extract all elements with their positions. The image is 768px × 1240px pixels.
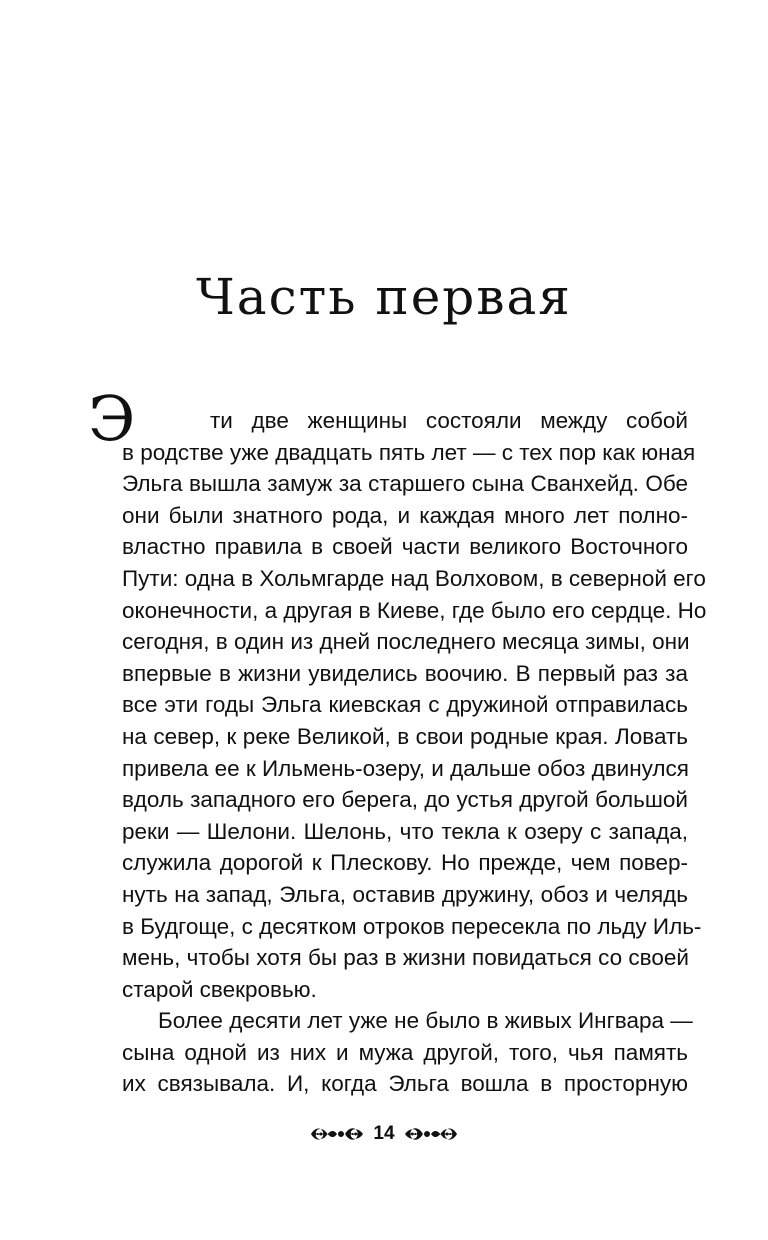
ornament-right-icon: [403, 1124, 459, 1144]
text-line: старой свекровью.: [122, 976, 317, 1002]
text-line: властно правила в своей части великого Восточного: [122, 534, 688, 560]
body-text: [122, 405, 707, 1100]
text-line: вдоль западного его берега, до устья другой большой: [122, 787, 688, 813]
text-line: Эльга вышла замуж за старшего сына Сванхейд. Обе: [122, 471, 688, 497]
page-number: 14: [373, 1123, 395, 1144]
text-line: на север, к реке Великой, в свои родные края. Ловать: [122, 723, 688, 749]
text-line: их связывала. И, когда Эльга вошла в просторную: [122, 1071, 688, 1097]
text-line: нуть на запад, Эльга, оставив дружину, обоз и челядь: [122, 881, 688, 907]
text-line: сегодня, в один из дней последнего месяца зимы, они: [122, 629, 690, 655]
text-line: все эти годы Эльга киевская с дружиной отправилась: [122, 692, 688, 718]
chapter-title: Часть первая: [196, 268, 572, 326]
text-line: ти две женщины состояли между собой: [210, 408, 688, 433]
text-line: в Будгоще, с десятком отроков пересекла по льду Иль-: [122, 913, 702, 939]
page-footer: [0, 1120, 768, 1148]
ornament-left-icon: [309, 1124, 365, 1144]
text-line: мень, чтобы хотя бы раз в жизни повидаться со своей: [122, 945, 689, 971]
text-line: Более десяти лет уже не было в живых Ингвара —: [158, 1008, 693, 1034]
text-line: оконечности, а другая в Киеве, где было его сердце. Но: [122, 597, 707, 623]
text-line: привела ее к Ильмень-озеру, и дальше обоз двинулся: [122, 755, 689, 781]
text-line: в родстве уже двадцать пять лет — с тех пор как юная: [122, 439, 696, 465]
text-line: сына одной из них и мужа другой, того, чья память: [122, 1039, 688, 1065]
text-line: служила дорогой к Плескову. Но прежде, чем повер-: [122, 850, 688, 876]
text-line: они были знатного рода, и каждая много лет полно-: [122, 502, 688, 528]
text-line: реки — Шелони. Шелонь, что текла к озеру с запада,: [122, 818, 688, 844]
drop-cap: Э: [88, 382, 136, 455]
text-line: впервые в жизни увиделись воочию. В первый раз за: [122, 660, 688, 686]
text-line: Пути: одна в Хольмгарде над Волховом, в северной его: [122, 565, 706, 591]
